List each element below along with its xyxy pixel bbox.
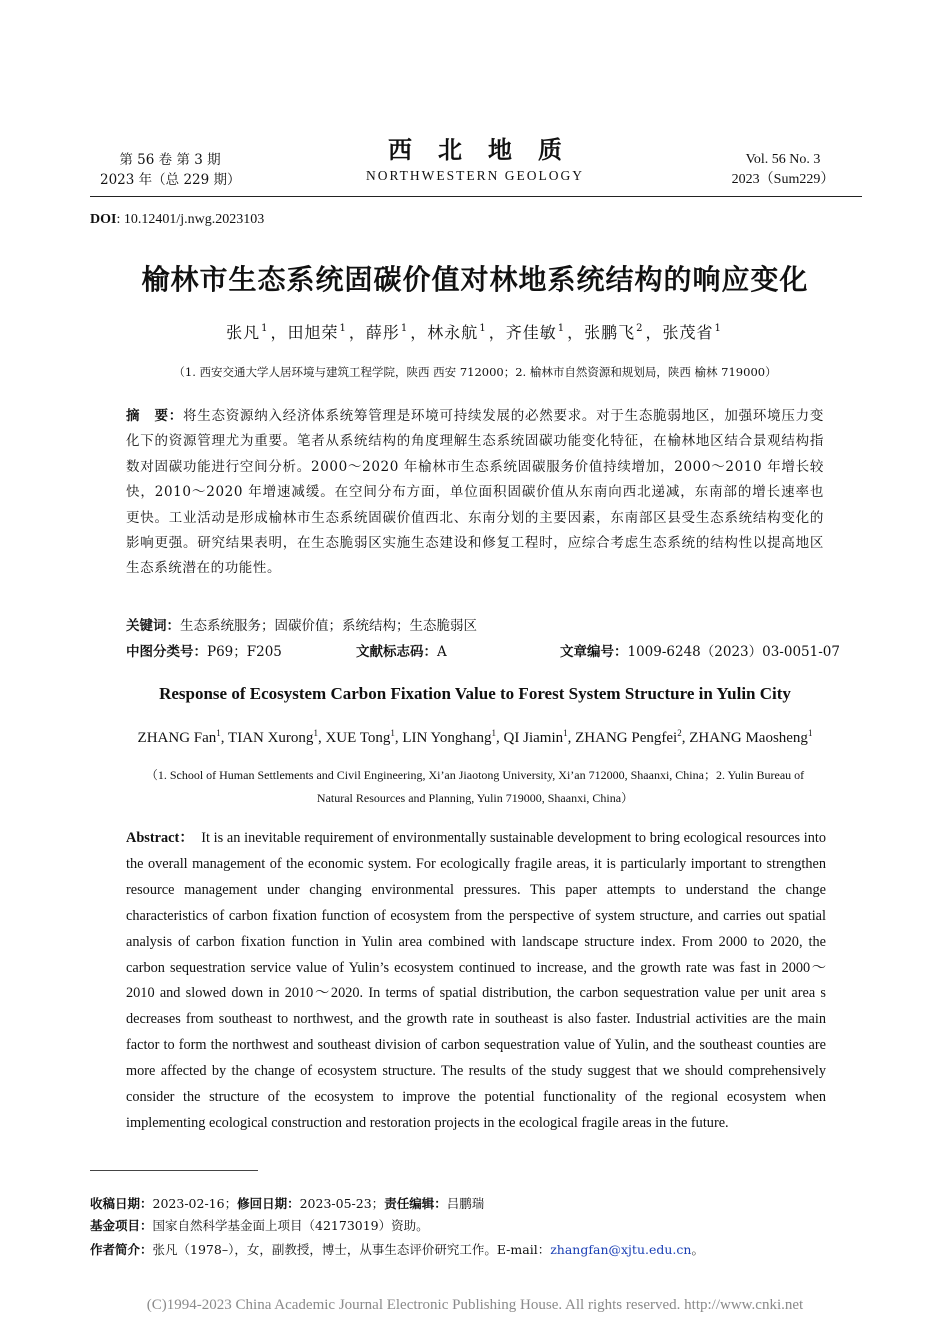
- abstract-cn-label: 摘 要：: [126, 408, 183, 424]
- received-value: 2023-02-16；: [152, 1196, 238, 1211]
- affil-mark: 1: [216, 728, 221, 738]
- footnote-fund: [90, 1216, 429, 1234]
- affil-mark: 1: [313, 728, 318, 738]
- author-en: LIN Yonghang: [402, 730, 492, 746]
- year-sum-en: 2023（Sum229）: [731, 172, 835, 187]
- revised-value: 2023-05-23；: [299, 1196, 385, 1211]
- doi-value[interactable]: : 10.12401/j.nwg.2023103: [116, 212, 265, 227]
- author-cn: 张鹏飞: [584, 323, 636, 342]
- volume-issue-cn: 第 56 卷 第 3 期: [119, 152, 221, 168]
- author-list-en: ZHANG Fan$^1$, TIAN Xurong$^1$, XUE Tong$^1$, LIN Yonghang$^1$, QI Jiamin$^1$, ZHANG Pengfei$^2$, ZHANG Maosheng$^1$: [137, 728, 813, 746]
- footnote-divider: [90, 1170, 258, 1171]
- editor-value: 吕鹏瑞: [446, 1196, 485, 1211]
- affiliation-cn: （1. 西安交通大学人居环境与建筑工程学院，陕西 西安 712000；2. 榆林市自然资源和规划局，陕西 榆林 719000）: [173, 365, 777, 379]
- affil-mark: 1: [390, 728, 395, 738]
- keywords-cn: [126, 614, 824, 634]
- journal-name-cn: 西北地质: [388, 136, 588, 164]
- page-title-cn: 榆林市生态系统固碳价值对林地系统结构的响应变化: [141, 263, 809, 296]
- keywords-cn-label: 关键词：: [126, 618, 180, 634]
- revised-label: 修回日期：: [237, 1196, 300, 1211]
- abstract-cn: [126, 404, 824, 582]
- affiliation-en: [110, 764, 840, 810]
- author-en: ZHANG Maosheng: [689, 730, 808, 746]
- affiliation-en-line1: （1. School of Human Settlements and Civil Engineering, Xi’an Jiaotong University, Xi’an 712000, Shaanxi, China；2. Yulin Bureau of: [145, 768, 805, 782]
- abstract-en: [126, 826, 826, 1137]
- author-cn: 田旭荣: [287, 323, 339, 342]
- affil-mark: 1: [714, 323, 722, 334]
- received-label: 收稿日期：: [90, 1196, 153, 1211]
- clc-value: P69；F205: [207, 644, 282, 660]
- doi-line: [90, 212, 264, 228]
- abstract-cn-text: 将生态资源纳入经济体系统筹管理是环境可持续发展的必然要求。对于生态脆弱地区，加强环境压力变化下的资源管理尤为重要。笔者从系统结构的角度理解生态系统固碳功能变化特征，在榆林地区结合景观结构指数对固碳功能进行空间分析。2000～2020 年榆林市生态系统固碳服务价值持续增加，2000～2010 年增长较快，2010～2020 年增速减缓。在空间分布方面，单位面积固碳价值从东南向西北递减，东南部的增长速率也更快。工业活动是形成榆林市生态系统固碳价值西北、东南分划的主要因素，东南部区县受生态系统结构变化的影响更强。研究结果表明，在生态脆弱区实施生态建设和修复工程时，应综合考虑生态系统的结构性以提高地区生态系统潜在的功能性。: [126, 408, 825, 577]
- affil-mark: 1: [261, 323, 269, 334]
- editor-label: 责任编辑：: [384, 1196, 447, 1211]
- footnote-author: [90, 1240, 704, 1258]
- author-cn: 薛彤: [365, 323, 400, 342]
- email-link[interactable]: zhangfan@xjtu.edu.cn: [550, 1242, 692, 1257]
- abstract-en-text: It is an inevitable requirement of environmentally sustainable development to bring ecological resources into the overall management of the economic system. For ecologically fragile areas, it is particularly important to strengthen resource management under changing environmental pressures. This paper attempts to understand the change characteristics of carbon fixation function of ecosystem from the perspective of system structure, and carries out spatial analysis of carbon fixation function in Yulin area combined with landscape structure index. From 2000 to 2020, the carbon sequestration service value of Yulin’s ecosystem continued to increase, and the growth rate was fast in 2000～2010 and slowed down in 2010～2020. In terms of spatial distribution, the carbon sequestration value per unit area s decreases from southeast to northwest, and the growth rate in southeast is also faster. Industrial activities are the main factor to form the northwest and southeast division of carbon sequestration value of Yulin, and the southeast counties are more affected by the change of ecosystem structure. The results of the study suggest that we should comprehensively consider the structure of the ecosystem to improve the potential functionality of the regional ecosystem when implementing ecological construction and restoration projects in the ecological fragile areas in the future.: [126, 830, 826, 1131]
- doc-value: A: [437, 644, 447, 660]
- affil-mark: 1: [400, 323, 409, 334]
- page-title-en: Response of Ecosystem Carbon Fixation Value to Forest System Structure in Yulin City: [159, 684, 791, 703]
- journal-name-en: NORTHWESTERN GEOLOGY: [365, 168, 585, 183]
- author-cn: 齐佳敏: [505, 323, 557, 342]
- keywords-cn-text: 生态系统服务；固碳价值；系统结构；生态脆弱区: [180, 618, 477, 634]
- author-list-cn: 张凡$^1$ ，田旭荣$^1$ ，薛彤$^1$ ，林永航$^1$ ，齐佳敏$^1$ ，张鹏飞$^2$ ，张茂省$^1$: [226, 323, 722, 342]
- issue-info-en: [718, 150, 848, 190]
- clc-label: 中图分类号：: [126, 644, 207, 660]
- article-value: 1009-6248（2023）03-0051-07: [627, 644, 840, 660]
- year-total-cn: 2023 年（总 229 期）: [100, 172, 241, 188]
- author-en: ZHANG Pengfei: [575, 730, 678, 746]
- journal-masthead: [330, 134, 620, 184]
- copyright-watermark: (C)1994-2023 China Academic Journal Electronic Publishing House. All rights reserved. http://www.cnki.net: [146, 1297, 804, 1313]
- affiliation-en-line2: Natural Resources and Planning, Yulin 719000, Shaanxi, China）: [316, 791, 634, 805]
- article-label: 文章编号：: [560, 644, 628, 660]
- issue-info-cn: [100, 150, 240, 190]
- affil-mark: 1: [557, 323, 566, 334]
- affil-mark: 1: [479, 323, 487, 334]
- doc-label: 文献标志码：: [356, 644, 437, 660]
- author-cn: 张茂省: [662, 323, 714, 342]
- affil-mark: 1: [563, 728, 568, 738]
- abstract-en-label: Abstract：: [126, 830, 194, 846]
- affil-mark: 2: [636, 323, 644, 334]
- author-en: ZHANG Fan: [137, 730, 217, 746]
- author-en: QI Jiamin: [503, 730, 564, 746]
- affil-mark: 1: [807, 728, 813, 738]
- doi-label: DOI: [90, 212, 117, 227]
- article-number: [560, 640, 840, 660]
- author-bio-label: 作者简介：: [90, 1242, 153, 1257]
- affil-mark: 1: [491, 728, 497, 738]
- affil-mark: 1: [339, 323, 347, 334]
- author-en: XUE Tong: [325, 730, 391, 746]
- volume-issue-en: Vol. 56 No. 3: [745, 152, 821, 167]
- author-bio-end: 。: [691, 1242, 704, 1257]
- fund-value: 国家自然科学基金面上项目（42173019）资助。: [152, 1218, 429, 1233]
- affil-mark: 2: [677, 728, 682, 738]
- footnote-dates: [90, 1194, 484, 1212]
- author-cn: 张凡: [226, 323, 261, 342]
- author-en: TIAN Xurong: [228, 730, 314, 746]
- fund-label: 基金项目：: [90, 1218, 153, 1233]
- document-code: [356, 640, 447, 660]
- author-bio-value: 张凡（1978–），女，副教授，博士，从事生态评价研究工作。E-mail：: [152, 1242, 551, 1257]
- header-divider: [90, 196, 862, 197]
- author-cn: 林永航: [427, 323, 479, 342]
- clc-number: [126, 640, 282, 660]
